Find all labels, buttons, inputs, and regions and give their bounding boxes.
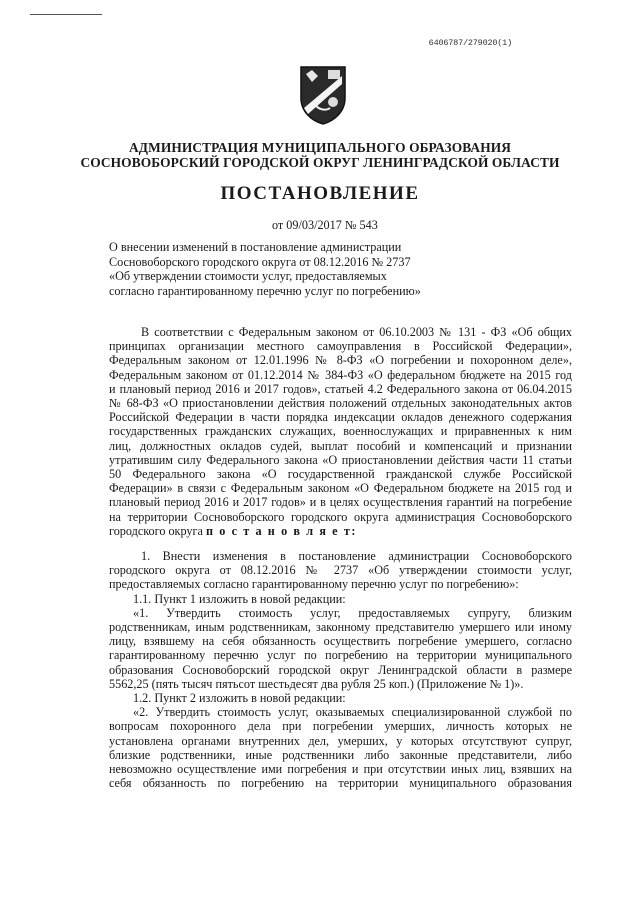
subject-block — [109, 240, 421, 298]
text-line: близкие родственники, иные родственники либо законные представители, либо — [109, 747, 572, 762]
text-fragment: городского округа — [109, 523, 203, 538]
text-line: на территории Сосновоборского городского округа администрация Сосновоборского — [109, 509, 572, 524]
text-line: 50 Федерального закона «О государственной гражданской службе Российской — [109, 467, 572, 482]
document-id: 6406787/279020(1) — [428, 38, 512, 48]
text-line: установлена органами внутренних дел, умерших, у которых отсутствуют супруг, — [109, 733, 572, 748]
subject-line: Сосновоборского городского округа от 08.12.2016 № 2737 — [109, 254, 411, 269]
org-name-line1: АДМИНИСТРАЦИЯ МУНИЦИПАЛЬНОГО ОБРАЗОВАНИЯ — [129, 140, 511, 155]
text-line: себя обязанность по погребению на территории муниципального образования — [109, 776, 572, 791]
subject-line: «Об утверждении стоимости услуг, предоставляемых — [109, 269, 387, 284]
text-line: лиц, должностных окладов судей, выплат пособий и компенсаций и признании — [109, 438, 572, 453]
text-line: невозможно осуществление ими погребения и при отсутствии иных лиц, взявших на — [109, 762, 572, 777]
text-line: Российской Федерации в части порядка индексации окладов денежного содержания — [109, 410, 572, 425]
text-line: государственных гражданских служащих, военнослужащих и приравненных к ним — [109, 424, 572, 439]
text-line: принципах организации местного самоуправления в Российской Федерации», — [109, 339, 572, 354]
text-line: 5562,25 (пять тысяч пятьсот шестьдесят два рубля 25 коп.) (Приложение № 1)». — [109, 676, 524, 691]
text-line: № 68-ФЗ «О приостановлении действия положений отдельных законодательных актов — [109, 396, 572, 411]
subject-line: согласно гарантированному перечню услуг по погребению» — [109, 283, 421, 298]
text-line: «1. Утвердить стоимость услуг, предоставляемых супругу, близким — [133, 605, 572, 620]
text-line: 1. Внести изменения в постановление администрации Сосновоборского — [141, 549, 572, 563]
decree-word: п о с т а н о в л я е т: — [205, 523, 358, 538]
text-line: Федеральным законом от 12.01.1996 № 8-ФЗ «О погребении и похоронном деле», — [109, 353, 572, 368]
text-line: плановый период 2016 и 2017 годов» и в целях осуществления гарантий на погребение — [109, 495, 572, 510]
text-line: гарантированному перечню услуг по погребению на территории муниципального — [109, 648, 572, 663]
text-line: предоставляемых согласно гарантированному перечню услуг по погребению»: — [109, 577, 519, 592]
text-line: образования Сосновоборский городской округ Ленинградской области в размере — [109, 662, 572, 677]
subject-line: О внесении изменений в постановление администрации — [109, 240, 402, 254]
preamble-paragraph — [109, 325, 572, 538]
text-line: В соответствии с Федеральным законом от 06.10.2003 № 131 - ФЗ «Об общих — [141, 325, 572, 339]
text-line: вопросам похоронного дела при погребении умерших, личность которых не — [109, 719, 572, 734]
text-line: «2. Утвердить стоимость услуг, оказываемых специализированной службой по — [133, 705, 572, 720]
top-rule — [30, 14, 102, 15]
coat-of-arms-icon — [298, 64, 348, 126]
text-line: и плановый период 2016 и 2017 годов», статьей 4.2 Федерального закона от 06.04.2015 — [109, 381, 572, 396]
org-name-line2: СОСНОВОБОРСКИЙ ГОРОДСКОЙ ОКРУГ ЛЕНИНГРАДСКОЙ ОБЛАСТИ — [80, 155, 560, 170]
text-line: 1.2. Пункт 2 изложить в новой редакции: — [133, 691, 346, 706]
text-line: родственникам, иным родственникам, законному представителю умершего или иному — [109, 620, 572, 635]
text-line: Федеральным законом от 01.12.2014 № 384-ФЗ «О федеральном бюджете на 2015 год — [109, 367, 572, 382]
text-line — [109, 524, 572, 538]
items-section — [109, 549, 572, 790]
document-title: ПОСТАНОВЛЕНИЕ — [220, 183, 420, 204]
text-line: Федерации» в связи с Федеральным законом «О Федеральном бюджете на 2015 год и — [109, 481, 572, 496]
document-date: от 09/03/2017 № 543 — [272, 218, 378, 232]
text-line: городского округа от 08.12.2016 № 2737 «Об утверждении стоимости услуг, — [109, 563, 572, 578]
text-line: утратившим силу Федерального закона «О приостановлении действия части 11 статьи — [109, 452, 572, 467]
text-line: 1.1. Пункт 1 изложить в новой редакции: — [133, 591, 346, 606]
text-line: лицу, взявшему на себя обязанность осуществить погребение умершего, согласно — [109, 634, 572, 649]
